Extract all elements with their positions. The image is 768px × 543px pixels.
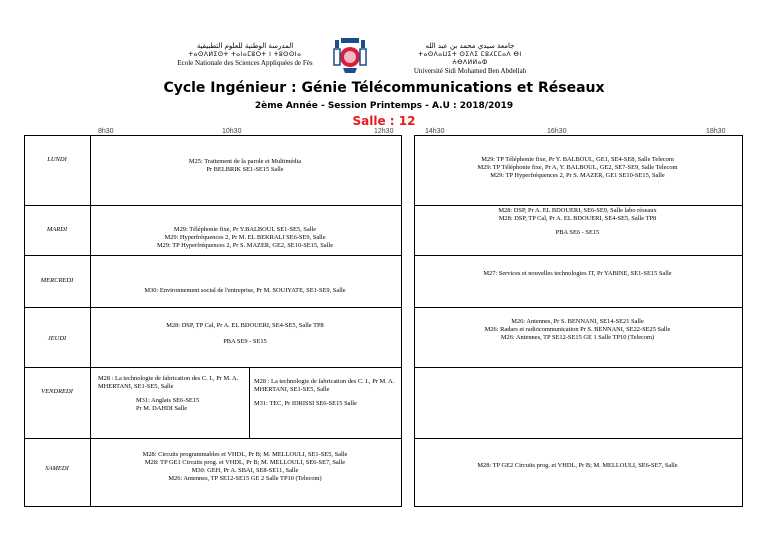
course-line: M30: Environnement social de l'entreprise, Pr M. SOUIYATE, SE1-SE9, Salle (144, 287, 346, 294)
row-divider (414, 205, 743, 206)
course-line: M28: DSP, Pr A. EL BDOUERI, SE6-SE9, Salle labo réseaux (498, 207, 657, 214)
course-line: M30: GEH, Pr A. SBAI, SE8-SE11, Salle (191, 467, 299, 474)
row-divider (24, 438, 402, 439)
university-logo-text (400, 42, 540, 76)
course-line: M26: Radars et radiocommunication Pr S. BENNANI, SE22-SE25 Salle (484, 326, 671, 333)
university-name-arabic: جامعة سيدي محمد بن عبد الله (425, 42, 515, 50)
course-line: M29: Téléphonie fixe, Pr Y.BALBOUL SE1-SE5, Salle (173, 226, 317, 233)
day-label-mardi: MARDI (46, 226, 68, 233)
page-subtitle: 2ème Année - Session Printemps - A.U : 2018/2019 (254, 101, 514, 111)
course-cell-mercredi-pm (416, 270, 739, 278)
row-divider (24, 367, 402, 368)
course-line (92, 330, 398, 338)
course-line: Pr BELBRIK SE1-SE15 Salle (206, 166, 284, 173)
row-divider (24, 255, 402, 256)
time-tick-16h30: 16h30 (547, 128, 567, 135)
day-label-samedi: SAMEDI (45, 465, 69, 472)
university-name-french: Université Sidi Mohamed Ben Abdellah (413, 67, 527, 75)
school-name-french: Ecole Nationale des Sciences Appliquées de Fès (177, 59, 313, 67)
row-divider (414, 307, 743, 308)
course-cell-samedi-pm (416, 462, 739, 470)
course-line: M28: DSP, TP Cal, Pr A. EL BDOUERI, SE4-SE5, Salle TP8 (498, 215, 657, 222)
course-line: M28 : La technologie de fabrication des C. I., Pr M. A. MHERTANI, SE1-SE5, Salle (254, 378, 395, 393)
row-divider (24, 307, 402, 308)
course-cell-mercredi-am (92, 287, 398, 295)
course-line: M31: TEC, Pr IDRISSI SE6-SE15 Salle (254, 400, 357, 407)
course-line: M28: DSP, TP Cal, Pr A. EL BDOUERI, SE4-SE5, Salle TP8 (166, 322, 324, 329)
course-cell-vendredi-am-b (254, 378, 396, 408)
course-cell-mardi-pm (416, 207, 739, 237)
course-cell-vendredi-am-a (98, 375, 246, 413)
time-tick-14h30: 14h30 (425, 128, 445, 135)
course-cell-mardi-am (92, 226, 398, 250)
course-line: M31: Anglais SE6-SE15 (136, 397, 200, 404)
university-emblem-icon (333, 37, 367, 75)
course-cell-lundi-am (92, 158, 398, 174)
friday-split-divider (249, 367, 250, 438)
course-line: Pr M. DAHDI Salle (136, 405, 188, 412)
course-line: M29: TP Hyperfréquences 2, Pr S. MAZER, GE1 SE10-SE15, Salle (490, 172, 665, 179)
course-line: PBA SE9 - SE15 (223, 338, 267, 345)
course-line: M29: Hyperfréquences 2, Pr M. EL BEKRALI SE6-SE9, Salle (164, 234, 326, 241)
page-title: Cycle Ingénieur : Génie Télécommunications et Réseaux (163, 80, 605, 96)
row-divider (414, 438, 743, 439)
school-name-arabic: المدرسة الوطنية للعلوم التطبيقية (196, 42, 294, 50)
row-divider (414, 367, 743, 368)
course-line: M28: TP GE1 Circuits prog. et VHDL, Pr B; M. MELLOULI, SE6-SE7, Salle (144, 459, 346, 466)
day-label-jeudi: JEUDI (47, 335, 67, 342)
course-line: M29: TP Hyperfréquences 2, Pr S. MAZER, GE2, SE10-SE15, Salle (156, 242, 334, 249)
course-line: M25: Traitement de la parole et Multimédia (188, 158, 302, 165)
time-tick-10h30: 10h30 (222, 128, 242, 135)
university-name-tifinagh: ⵜⴰⵙⴷⴰⵡⵉⵜ ⵙⵉⴷⵉ ⵎⵓⵃⵎⵎⴰⴷ ⴱⵏ ⵄⴱⴷⵍⵍⴰⵀ (418, 51, 522, 66)
course-line: M26: Antennes, TP SE12-SE15 GE 1 Salle TP10 (Telecom) (500, 334, 655, 341)
course-line: M29: TP Téléphonie fixe, Pr Y. BALBOUL, GE1, SE4-SE8, Salle Telecom (481, 156, 674, 163)
course-line: PBA SE6 - SE15 (555, 229, 600, 236)
course-cell-lundi-pm (416, 156, 739, 180)
time-tick-8h30: 8h30 (98, 128, 114, 135)
course-cell-jeudi-am (92, 322, 398, 346)
time-tick-12h30: 12h30 (374, 128, 394, 135)
time-tick-18h30: 18h30 (706, 128, 726, 135)
course-cell-samedi-am (92, 451, 398, 483)
day-column-divider (90, 135, 91, 507)
course-cell-jeudi-pm (416, 318, 739, 342)
row-divider (24, 205, 402, 206)
room-label: Salle : 12 (352, 114, 416, 128)
course-line: M27: Services et nouvelles technologies IT, Pr YABINE, SE1-SE15 Salle (483, 270, 672, 277)
course-line: M28: Circuits programmables et VHDL, Pr B; M. MELLOULI, SE1-SE5, Salle (142, 451, 348, 458)
course-line: M28: TP GE2 Circuits prog. et VHDL, Pr B; M. MELLOULI, SE6-SE7, Salle (477, 462, 678, 469)
day-label-vendredi: VENDREDI (41, 388, 73, 395)
school-logo-text (160, 42, 330, 68)
day-label-lundi: LUNDI (47, 156, 67, 163)
row-divider (414, 255, 743, 256)
course-line: M26: Antennes, Pr S. BENNANI, SE14-SE21 Salle (511, 318, 644, 325)
course-line: M26: Antennes, TP SE12-SE15 GE 2 Salle TP10 (Telecom) (168, 475, 322, 482)
school-name-tifinagh: ⵜⴰⵙⴷⵍⵉⵙⵜ ⵜⴰⵏⴰⵎⵓⵔⵜ ⵏ ⵜⵓⵙⵙⵏⴰ (188, 51, 302, 58)
course-line: M28 : La technologie de fabrication des C. I., Pr M. A. MHERTANI, SE1-SE5, Salle (98, 375, 239, 390)
day-label-mercredi: MERCREDI (40, 277, 74, 284)
course-line: M29: TP Téléphonie fixe, Pr A, Y. BALBOUL, GE2, SE7-SE9, Salle Telecom (477, 164, 678, 171)
